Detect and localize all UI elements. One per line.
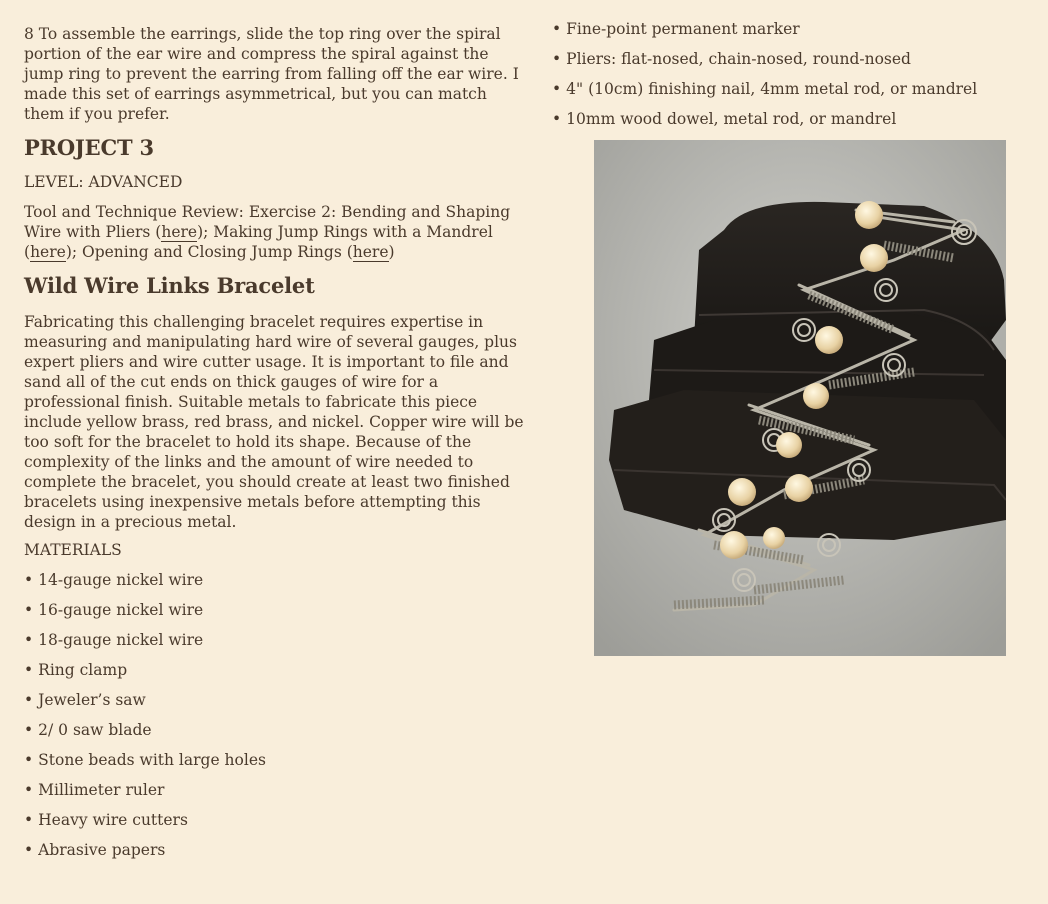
bullet-mark: • (552, 50, 562, 68)
material-item-text: 14-gauge nickel wire (38, 571, 204, 589)
bracelet-image (594, 140, 1006, 656)
material-item (552, 49, 1032, 69)
here-link-jump-rings[interactable]: here (352, 243, 389, 261)
materials-list-right (552, 19, 1032, 129)
material-item (24, 690, 524, 710)
material-item (24, 750, 524, 770)
bracelet-photo (594, 140, 1006, 656)
bullet-mark: • (552, 20, 562, 38)
review-text-2: ); Making Jump Rings with a Mandrel ( (24, 223, 493, 261)
bullet-mark: • (24, 601, 34, 619)
material-item-text: Pliers: flat-nosed, chain-nosed, round-nosed (566, 50, 911, 68)
review-text-3: ); Opening and Closing Jump Rings ( (65, 243, 353, 261)
left-column (24, 24, 524, 870)
material-item (24, 600, 524, 620)
material-item (24, 780, 524, 800)
material-item-text: Stone beads with large holes (38, 751, 266, 769)
material-item (552, 109, 1032, 129)
material-item (24, 720, 524, 740)
bullet-mark: • (24, 781, 34, 799)
material-item-text: 10mm wood dowel, metal rod, or mandrel (566, 110, 897, 128)
material-item (24, 630, 524, 650)
bullet-mark: • (24, 631, 34, 649)
bullet-mark: • (24, 721, 34, 739)
bullet-mark: • (552, 80, 562, 98)
material-item (552, 79, 1032, 99)
material-item-text: Abrasive papers (38, 841, 166, 859)
material-item (24, 660, 524, 680)
material-item-text: Jeweler’s saw (38, 691, 146, 709)
material-item-text: Fine-point permanent marker (566, 20, 800, 38)
intro-paragraph: Fabricating this challenging bracelet requires expertise in measuring and manipulating hard wire of several gauges, plus expert pliers and wire cutter usage. It is important to file and sand all of the cut ends on thick gauges of wire for a professional finish. Suitable metals to fabricate this piece include yellow brass, red brass, and nickel. Copper wire will be too soft for the bracelet to hold its shape. Because of the complexity of the links and the amount of wire needed to complete the bracelet, you should create at least two finished bracelets using inexpensive metals before attempting this design in a precious metal. (24, 313, 524, 531)
material-item-text: Millimeter ruler (38, 781, 165, 799)
bullet-mark: • (24, 571, 34, 589)
material-item-text: 18-gauge nickel wire (38, 631, 204, 649)
review-text-4: ) (388, 243, 395, 261)
bullet-mark: • (24, 661, 34, 679)
materials-heading: MATERIALS (24, 541, 122, 559)
step-8-paragraph: 8 To assemble the earrings, slide the top ring over the spiral portion of the ear wire and compress the spiral against the jump ring to prevent the earring from falling off the ear wire. I made this set of earrings asymmetrical, but you can match them if you prefer. (24, 25, 519, 123)
review-text-1: Tool and Technique Review: Exercise 2: Bending and Shaping Wire with Pliers ( (24, 203, 511, 241)
material-item-text: Heavy wire cutters (38, 811, 188, 829)
material-item (24, 840, 524, 860)
project-title: Wild Wire Links Bracelet (24, 273, 315, 298)
technique-review (24, 202, 524, 262)
here-link-pliers[interactable]: here (161, 223, 198, 241)
material-item-text: 16-gauge nickel wire (38, 601, 204, 619)
material-item (24, 810, 524, 830)
bullet-mark: • (552, 110, 562, 128)
bullet-mark: • (24, 751, 34, 769)
here-link-mandrel[interactable]: here (30, 243, 66, 261)
material-item (24, 570, 524, 590)
material-item-text: 4" (10cm) finishing nail, 4mm metal rod, or mandrel (566, 80, 978, 98)
right-column (552, 19, 1032, 139)
bullet-mark: • (24, 691, 34, 709)
materials-list-left (24, 570, 524, 860)
material-item (552, 19, 1032, 39)
project-heading: PROJECT 3 (24, 135, 154, 160)
material-item-text: 2/ 0 saw blade (38, 721, 152, 739)
level-label: LEVEL: ADVANCED (24, 173, 183, 191)
bullet-mark: • (24, 811, 34, 829)
bullet-mark: • (24, 841, 34, 859)
material-item-text: Ring clamp (38, 661, 128, 679)
